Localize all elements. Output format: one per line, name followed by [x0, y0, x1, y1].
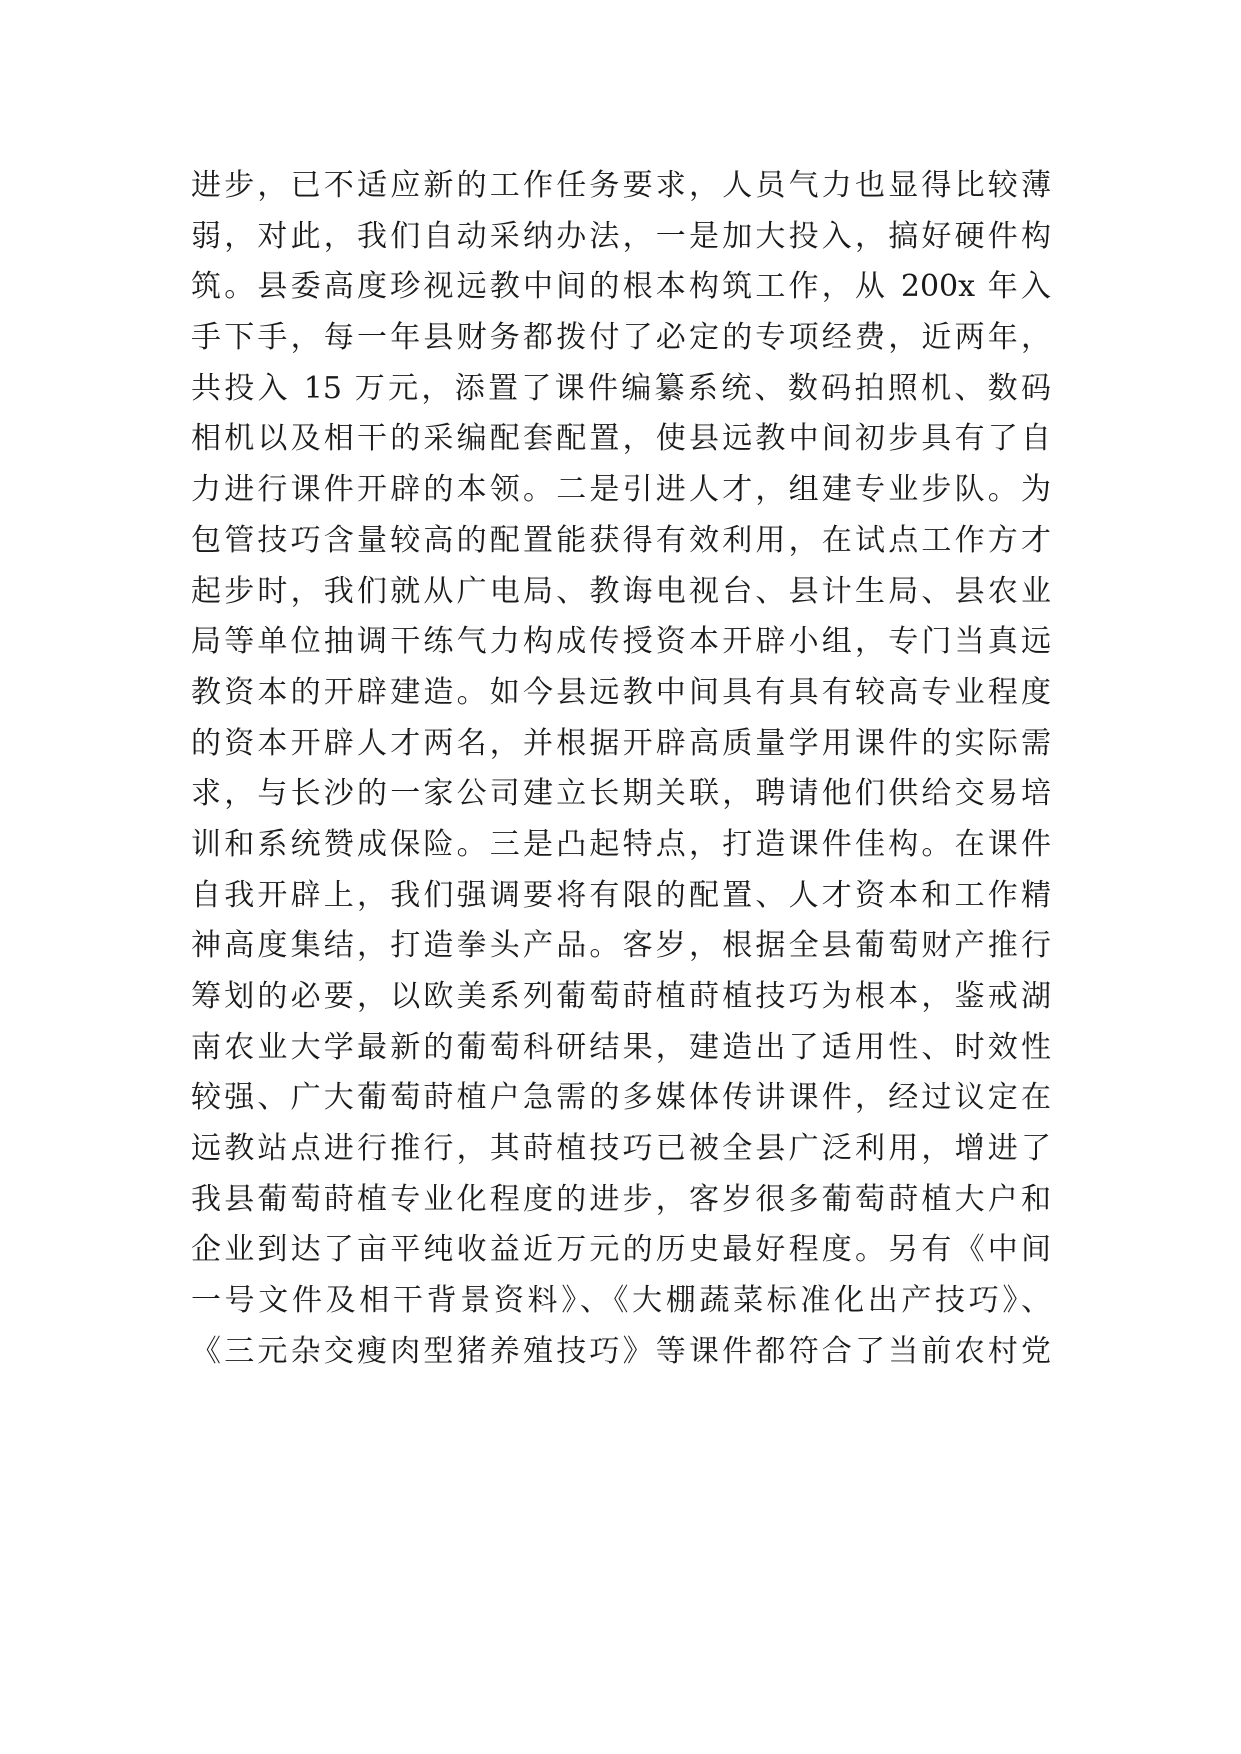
text-line: 我县葡萄莳植专业化程度的进步，客岁很多葡萄莳植大户和	[191, 1181, 1051, 1217]
text-line: 较强、广大葡萄莳植户急需的多媒体传讲课件，经过议定在	[191, 1080, 1051, 1116]
text-line: 教资本的开辟建造。如今县远教中间具有具有较高专业程度	[191, 674, 1051, 710]
text-line: 一号文件及相干背景资料》、《大棚蔬菜标准化出产技巧》、	[191, 1283, 1051, 1319]
text-line: 的资本开辟人才两名，并根据开辟高质量学用课件的实际需	[191, 725, 1051, 761]
text-line: 求，与长沙的一家公司建立长期关联，聘请他们供给交易培	[191, 776, 1051, 812]
text-line: 局等单位抽调干练气力构成传授资本开辟小组，专门当真远	[191, 624, 1051, 660]
text-line: 训和系统赞成保险。三是凸起特点，打造课件佳构。在课件	[191, 826, 1051, 862]
text-line: 自我开辟上，我们强调要将有限的配置、人才资本和工作精	[191, 877, 1051, 913]
text-line: 弱，对此，我们自动采纳办法，一是加大投入，搞好硬件构	[191, 218, 1051, 254]
text-line: 筹划的必要，以欧美系列葡萄莳植莳植技巧为根本，鉴戒湖	[191, 979, 1051, 1014]
text-line: 远教站点进行推行，其莳植技巧已被全县广泛利用，增进了	[191, 1131, 1051, 1167]
text-line: 筑。县委高度珍视远教中间的根本构筑工作，从 200x 年入	[191, 269, 1051, 305]
text-line: 起步时，我们就从广电局、教诲电视台、县计生局、县农业	[191, 573, 1051, 609]
body-text	[191, 161, 1051, 1378]
text-line: 进步，已不适应新的工作任务要求，人员气力也显得比较薄	[191, 168, 1051, 203]
text-line: 《三元杂交瘦肉型猪养殖技巧》等课件都符合了当前农村党	[191, 1333, 1051, 1369]
text-line: 神高度集结，打造拳头产品。客岁，根据全县葡萄财产推行	[191, 928, 1051, 964]
text-line: 手下手，每一年县财务都拨付了必定的专项经费，近两年，	[191, 320, 1051, 356]
text-line: 相机以及相干的采编配套配置，使县远教中间初步具有了自	[191, 421, 1051, 457]
text-line: 企业到达了亩平纯收益近万元的历史最好程度。另有《中间	[191, 1232, 1051, 1268]
text-line: 包管技巧含量较高的配置能获得有效利用，在试点工作方才	[191, 522, 1051, 558]
text-line: 共投入 15 万元，添置了课件编纂系统、数码拍照机、数码	[191, 370, 1051, 406]
text-line: 南农业大学最新的葡萄科研结果，建造出了适用性、时效性	[191, 1029, 1051, 1065]
text-line: 力进行课件开辟的本领。二是引进人才，组建专业步队。为	[191, 472, 1051, 508]
